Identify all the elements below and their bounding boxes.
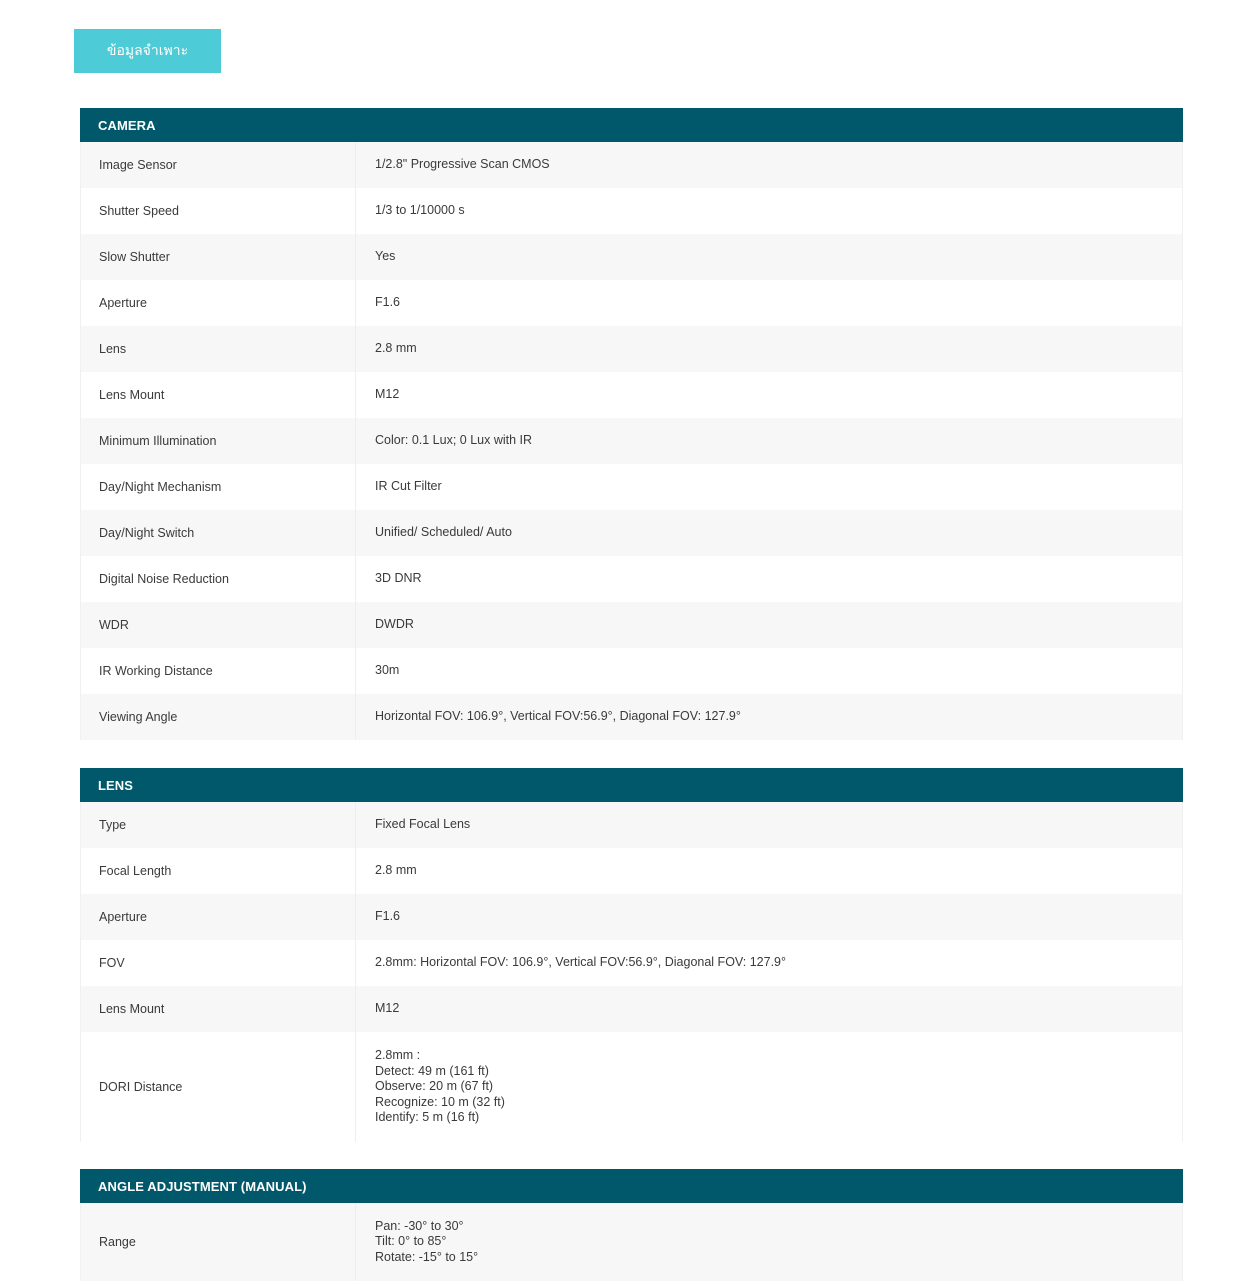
row-label: Viewing Angle (81, 694, 356, 740)
row-label: Image Sensor (81, 142, 356, 188)
row-value: 2.8 mm (375, 863, 417, 878)
row-value: 3D DNR (375, 571, 422, 586)
row-value: 2.8 mm (375, 341, 417, 356)
row-value: F1.6 (375, 909, 401, 924)
camera-spec-table (80, 108, 1183, 740)
row-label: Aperture (81, 280, 356, 326)
section-header: CAMERA (80, 108, 1183, 142)
table-row (81, 848, 1182, 894)
table-row (81, 556, 1182, 602)
table-row (81, 372, 1182, 418)
row-value: Yes (375, 249, 396, 264)
row-label: Shutter Speed (81, 188, 356, 234)
table-row (81, 510, 1182, 556)
table-row (81, 464, 1182, 510)
table-row (81, 802, 1182, 848)
table-row (81, 694, 1182, 740)
specifications-tab[interactable]: ข้อมูลจำเพาะ (74, 29, 221, 73)
row-value: DWDR (375, 617, 414, 632)
row-value: 30m (375, 663, 400, 678)
row-label: IR Working Distance (81, 648, 356, 694)
row-label: WDR (81, 602, 356, 648)
table-row (81, 894, 1182, 940)
row-value: M12 (375, 1001, 400, 1016)
row-label: Day/Night Switch (81, 510, 356, 556)
row-value: 2.8mm: Horizontal FOV: 106.9°, Vertical FOV:56.9°, Diagonal FOV: 127.9° (375, 955, 787, 970)
row-value: Pan: -30° to 30° Tilt: 0° to 85° Rotate: -15° to 15° (375, 1218, 479, 1264)
table-row (81, 280, 1182, 326)
section-body (80, 142, 1183, 740)
table-row (81, 418, 1182, 464)
row-value: 1/3 to 1/10000 s (375, 203, 465, 218)
row-label: Lens Mount (81, 986, 356, 1032)
angle-adjustment-spec-table (80, 1169, 1183, 1281)
row-value: F1.6 (375, 295, 401, 310)
section-body (80, 802, 1183, 1142)
table-row (81, 326, 1182, 372)
row-label: DORI Distance (81, 1032, 356, 1142)
row-label: Slow Shutter (81, 234, 356, 280)
table-row (81, 602, 1182, 648)
table-row (81, 234, 1182, 280)
row-value: Horizontal FOV: 106.9°, Vertical FOV:56.9°, Diagonal FOV: 127.9° (375, 709, 741, 724)
section-body (80, 1203, 1183, 1281)
table-row (81, 986, 1182, 1032)
row-value: Unified/ Scheduled/ Auto (375, 525, 512, 540)
row-label: Focal Length (81, 848, 356, 894)
section-header: LENS (80, 768, 1183, 802)
row-label: Day/Night Mechanism (81, 464, 356, 510)
table-row (81, 648, 1182, 694)
row-value: 1/2.8" Progressive Scan CMOS (375, 157, 550, 172)
row-label: Digital Noise Reduction (81, 556, 356, 602)
row-label: Aperture (81, 894, 356, 940)
row-value: Fixed Focal Lens (375, 817, 471, 832)
table-row (81, 940, 1182, 986)
table-row (81, 142, 1182, 188)
row-label: Lens Mount (81, 372, 356, 418)
table-row (81, 1203, 1182, 1281)
table-row (81, 188, 1182, 234)
row-label: FOV (81, 940, 356, 986)
row-value: 2.8mm : Detect: 49 m (161 ft) Observe: 20 m (67 ft) Recognize: 10 m (32 ft) Identify: 5 m (16 ft) (375, 1048, 505, 1125)
row-value: IR Cut Filter (375, 479, 442, 494)
row-value: M12 (375, 387, 400, 402)
row-label: Lens (81, 326, 356, 372)
row-label: Minimum Illumination (81, 418, 356, 464)
row-label: Range (81, 1203, 356, 1281)
row-label: Type (81, 802, 356, 848)
lens-spec-table (80, 768, 1183, 1142)
row-value: Color: 0.1 Lux; 0 Lux with IR (375, 433, 533, 448)
table-row (81, 1032, 1182, 1142)
section-header: ANGLE ADJUSTMENT (MANUAL) (80, 1169, 1183, 1203)
